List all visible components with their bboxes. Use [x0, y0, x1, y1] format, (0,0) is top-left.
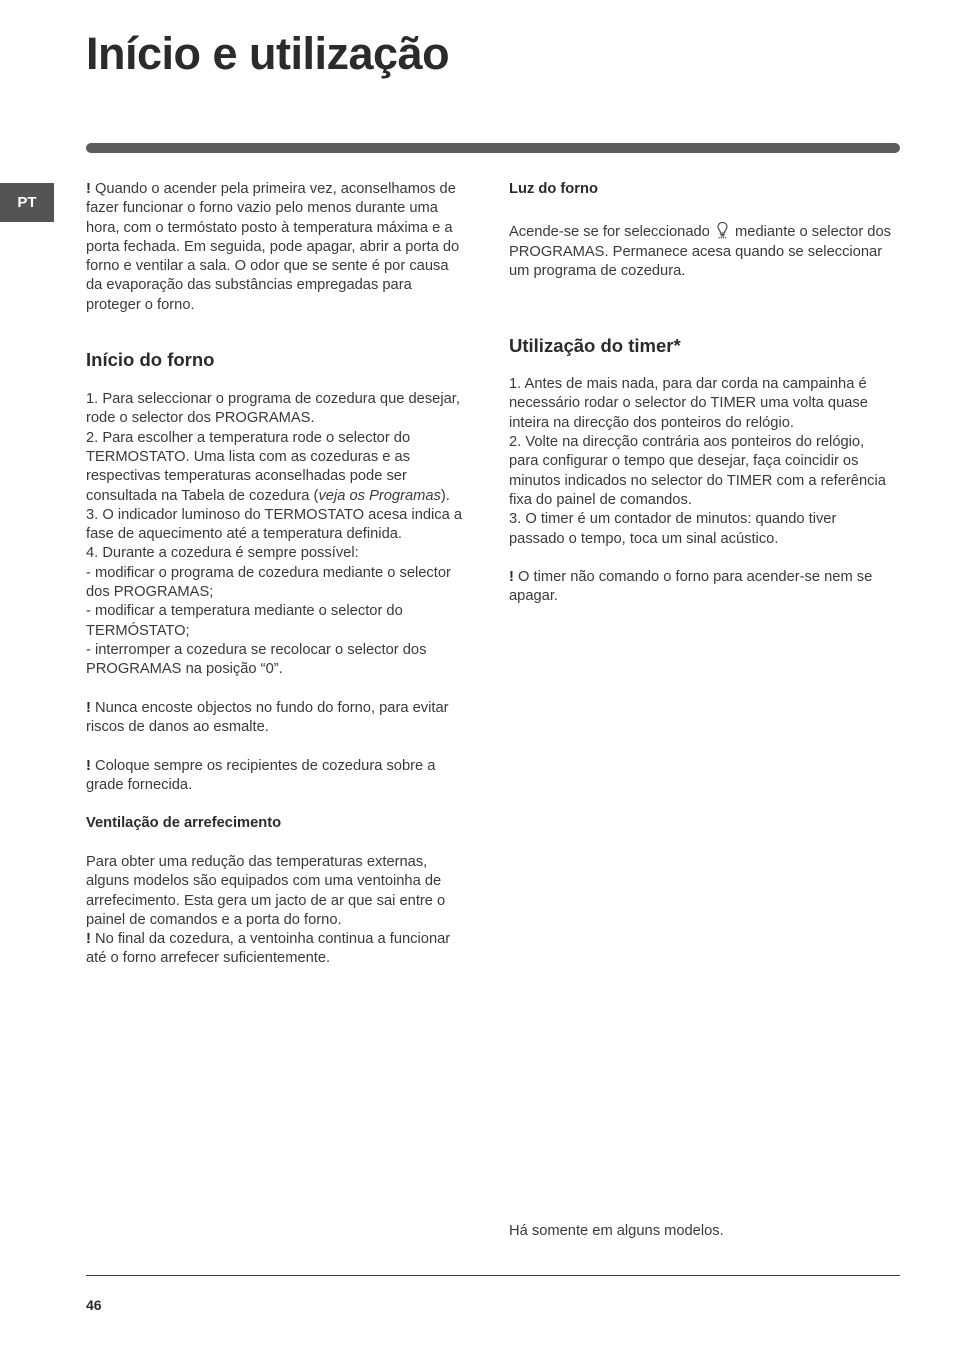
warning-mark: ! — [86, 931, 91, 948]
timer-step-1: 1. Antes de mais nada, para dar corda na campainha é necessário rodar o selector do TIMER uma volta quase inteira na direcção dos ponteiros do relógio. — [509, 376, 868, 431]
language-tab-label: PT — [17, 194, 37, 211]
timer-note-text: O timer não comando o forno para acender-se nem se apagar. — [509, 569, 873, 605]
warning-mark: ! — [86, 757, 91, 774]
intro-paragraph — [86, 180, 466, 315]
oven-light-text — [509, 221, 894, 281]
warning-enamel-text: Nunca encoste objectos no fundo do forno, para evitar riscos de danos ao esmalte. — [86, 699, 449, 736]
language-tab — [0, 183, 54, 222]
footnote: Há somente em alguns modelos. — [509, 1223, 724, 1239]
cooling-ventilation-note — [86, 930, 466, 969]
page-title: Início e utilização — [86, 28, 450, 79]
step-2-text: 2. Para escolher a temperatura rode o selector do TERMOSTATO. Uma lista com as cozeduras e as respectivas temperaturas aconselhadas pode ser consultada na Tabela de cozedura ( — [86, 429, 411, 504]
cooling-ventilation-text: Para obter uma redução das temperaturas externas, alguns modelos são equipados com uma ventoinha de arrefecimento. Esta gera um jacto de ar que sai entre o painel de comandos e a porta do forno. — [86, 853, 446, 928]
oven-start-step-4-option-b: - modificar a temperatura mediante o selector do TERMÓSTATO; — [86, 603, 403, 639]
timer-step-3: 3. O timer é um contador de minutos: quando tiver passado o tempo, toca um sinal acústico. — [509, 511, 837, 547]
oven-start-step-4-option-a: - modificar o programa de cozedura mediante o selector dos PROGRAMAS; — [86, 564, 451, 601]
timer-step-2: 2. Volte na direcção contrária aos ponteiros do relógio, para configurar o tempo que desejar, faça coincidir os minutos indicados no selector do TIMER com a referência fixa do painel de comandos. — [509, 434, 886, 508]
oven-light-text-end: mediante o selector dos PROGRAMAS. Permanece acesa quando se seleccionar um programa de cozedura. — [509, 224, 891, 279]
timer-note — [509, 568, 894, 607]
cooling-ventilation-note-text: No final da cozedura, a ventoinha continua a funcionar até o forno arrefecer suficientemente. — [86, 931, 451, 967]
left-column — [86, 180, 466, 969]
warning-mark: ! — [86, 699, 91, 716]
oven-start-step-2 — [86, 429, 466, 506]
oven-start-step-4-option-c: - interromper a cozedura se recolocar o selector dos PROGRAMAS na posição “0”. — [86, 641, 427, 678]
warning-grid-text: Coloque sempre os recipientes de cozedura sobre a grade fornecida. — [86, 757, 436, 794]
oven-start-step-1: 1. Para seleccionar o programa de cozedura que desejar, rode o selector dos PROGRAMAS. — [86, 391, 460, 427]
warning-enamel — [86, 699, 466, 738]
section-heading-oven-start: Início do forno — [86, 349, 215, 371]
section-heading-timer: Utilização do timer* — [509, 335, 681, 357]
oven-light-text-start: Acende-se se for seleccionado — [509, 224, 710, 241]
subheading-oven-light: Luz do forno — [509, 181, 598, 197]
header-divider — [86, 143, 900, 153]
oven-start-step-4: 4. Durante a cozedura é sempre possível: — [86, 545, 359, 562]
subheading-cooling-ventilation: Ventilação de arrefecimento — [86, 815, 282, 832]
right-column — [509, 180, 894, 607]
warning-grid — [86, 757, 466, 796]
warning-mark: ! — [509, 569, 514, 586]
step-2-reference: veja os Programas — [318, 487, 441, 504]
warning-mark: ! — [86, 181, 91, 197]
footer-divider — [86, 1275, 900, 1276]
intro-text: Quando o acender pela primeira vez, aconselhamos de fazer funcionar o forno vazio pelo menos durante uma hora, com o termóstato posto à temperatura máxima e a porta fechada. Em seguida, pode apagar, abrir a porta do forno e ventilar a sala. O odor que se sente é por causa da evaporação das substâncias empregadas para proteger o forno. — [86, 181, 460, 313]
oven-start-step-3: 3. O indicador luminoso do TERMOSTATO acesa indica a fase de aquecimento até a temperatura definida. — [86, 506, 463, 543]
page-number: 46 — [86, 1297, 102, 1313]
light-bulb-icon — [716, 221, 729, 239]
step-2-text-end: ). — [440, 487, 450, 504]
